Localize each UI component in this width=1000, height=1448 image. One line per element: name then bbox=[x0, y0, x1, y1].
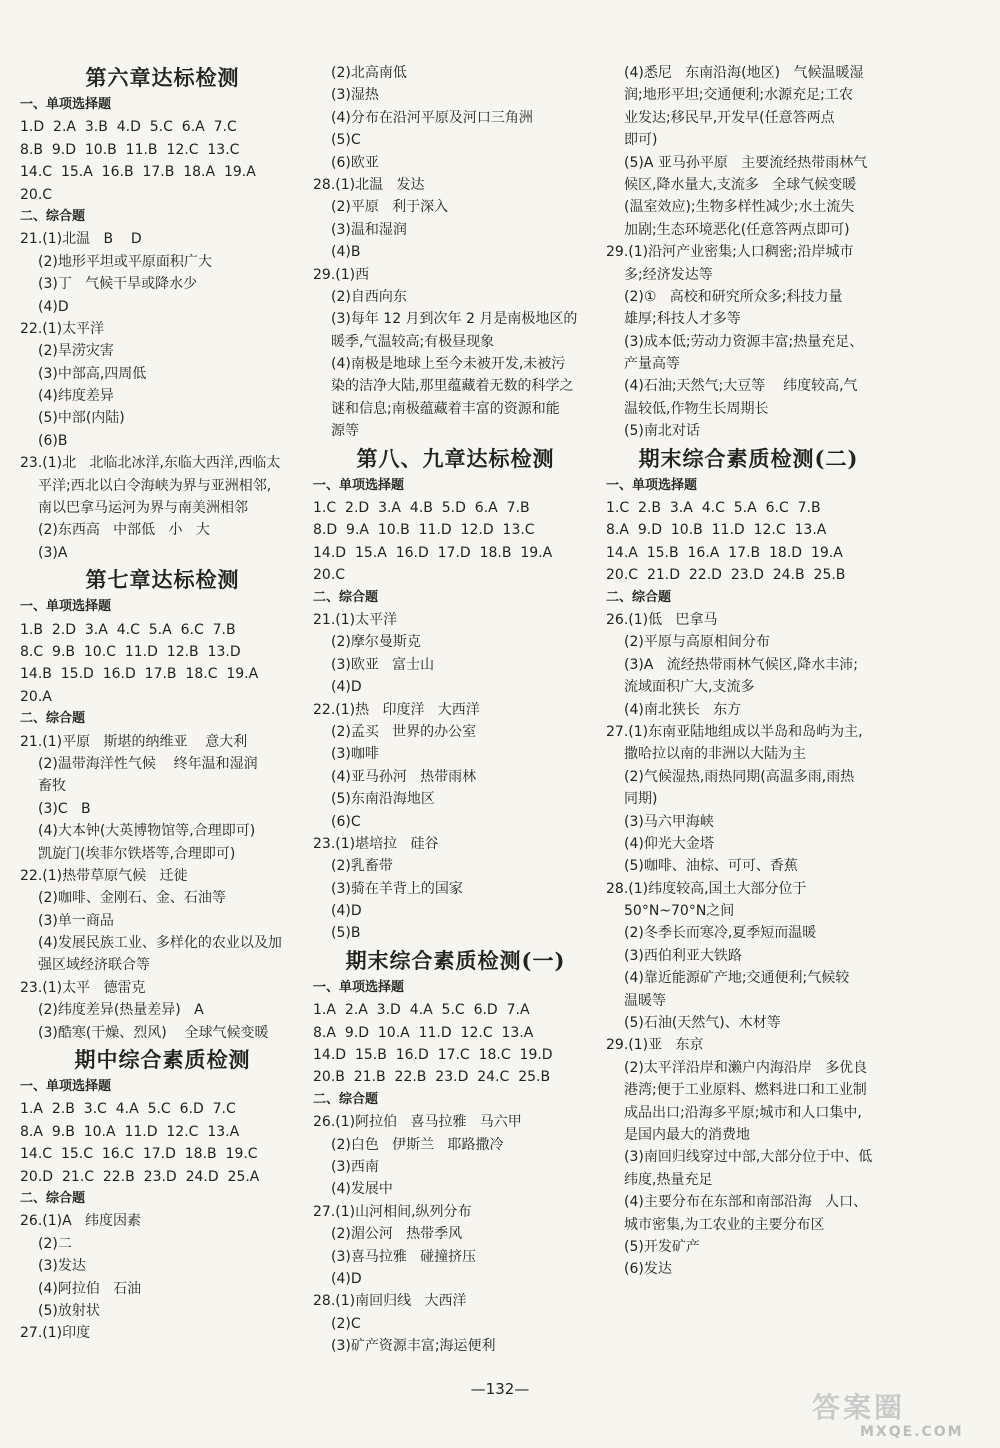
answer-line-indented: 城市密集,为工农业的主要分布区 bbox=[624, 1216, 825, 1233]
answer-line-indented: 产量高等 bbox=[624, 356, 680, 373]
answer-line: 23.(1)太平 德雷克 bbox=[20, 979, 146, 996]
answer-line-indented: 染的洁净大陆,那里蕴藏着无数的科学之 bbox=[331, 378, 574, 395]
answer-line: 27.(1)东南亚陆地组成以半岛和岛屿为主, bbox=[606, 723, 863, 740]
subsection-heading: 一、单项选择题 bbox=[606, 477, 698, 493]
subsection-heading: 二、综合题 bbox=[313, 589, 379, 605]
answer-line: 1.C 2.B 3.A 4.C 5.A 6.C 7.B bbox=[606, 500, 821, 517]
answer-line-indented: (2)乳畜带 bbox=[331, 858, 393, 875]
answer-line-indented: (3)喜马拉雅 碰撞挤压 bbox=[331, 1248, 477, 1265]
answer-line-indented: 润;地形平坦;交通便利;水源充足;工农 bbox=[624, 87, 853, 104]
answer-line-indented: (4)B bbox=[331, 244, 361, 261]
answer-line: 27.(1)山河相间,纵列分布 bbox=[313, 1203, 472, 1220]
answer-line-indented: 平洋;西北以白令海峡为界与亚洲相邻, bbox=[38, 477, 272, 494]
answer-line-indented: (2)太平洋沿岸和濑户内海沿岸 多优良 bbox=[624, 1059, 868, 1076]
subsection-heading: 二、综合题 bbox=[313, 1091, 379, 1107]
answer-line: 8.C 9.B 10.C 11.D 12.B 13.D bbox=[20, 643, 241, 660]
answer-line: 21.(1)平原 斯堪的纳维亚 意大利 bbox=[20, 733, 248, 750]
answer-line-indented: (3)温和湿润 bbox=[331, 221, 407, 238]
answer-line-indented: (2)摩尔曼斯克 bbox=[331, 634, 421, 651]
answer-line: 29.(1)西 bbox=[313, 266, 370, 283]
subsection-heading: 一、单项选择题 bbox=[20, 1079, 112, 1095]
answer-line-indented: (4)阿拉伯 石油 bbox=[38, 1280, 142, 1297]
answer-line-indented: (4)D bbox=[331, 903, 362, 920]
answer-line-indented: 候区,降水量大,支流多 全球气候变暖 bbox=[624, 176, 857, 193]
section-heading: 第七章达标检测 bbox=[85, 567, 240, 593]
answer-line: 22.(1)太平洋 bbox=[20, 320, 105, 337]
answer-line-indented: (5)A 亚马孙平原 主要流经热带雨林气 bbox=[624, 154, 868, 171]
column-right bbox=[606, 62, 891, 1281]
answer-line-indented: (2)白色 伊斯兰 耶路撒冷 bbox=[331, 1136, 504, 1153]
answer-line-indented: 同期) bbox=[624, 791, 658, 808]
answer-line-indented: (2)旱涝灾害 bbox=[38, 343, 114, 360]
answer-line-indented: (4)靠近能源矿产地;交通便利;气候较 bbox=[624, 970, 850, 987]
answer-line-indented: 温较低,作物生长周期长 bbox=[624, 400, 769, 417]
answer-line-indented: (2)地形平坦或平原面积广大 bbox=[38, 253, 212, 270]
answer-line-indented: (2)平原与高原相间分布 bbox=[624, 634, 770, 651]
answer-line-indented: (5)咖啡、油棕、可可、香蕉 bbox=[624, 858, 798, 875]
answer-line-indented: (6)B bbox=[38, 432, 68, 449]
answer-line-indented: (5)东南沿海地区 bbox=[331, 791, 435, 808]
answer-line-indented: (6)C bbox=[331, 813, 361, 830]
subsection-heading: 一、单项选择题 bbox=[313, 477, 405, 493]
answer-line-indented: (4)主要分布在东部和南部沿海 人口、 bbox=[624, 1194, 868, 1211]
answer-line-indented: (2)自西向东 bbox=[331, 288, 407, 305]
answer-line: 8.D 9.A 10.B 11.D 12.D 13.C bbox=[313, 522, 535, 539]
answer-line: 29.(1)沿河产业密集;人口稠密;沿岸城市 bbox=[606, 244, 854, 261]
answer-line-indented: (4)悉尼 东南沿海(地区) 气候温暖湿 bbox=[624, 65, 864, 81]
answer-line: 21.(1)太平洋 bbox=[313, 611, 398, 628]
column-left bbox=[20, 62, 305, 1345]
answer-line-indented: (3)骑在羊背上的国家 bbox=[331, 880, 463, 897]
answer-line-indented: 港湾;便于工业原料、燃料进口和工业制 bbox=[624, 1082, 867, 1099]
answer-line: 8.B 9.D 10.B 11.B 12.C 13.C bbox=[20, 141, 240, 158]
answer-line-indented: (5)B bbox=[331, 925, 361, 942]
answer-line: 26.(1)阿拉伯 喜马拉雅 马六甲 bbox=[313, 1114, 522, 1131]
answer-line-indented: (4)发展民族工业、多样化的农业以及加 bbox=[38, 935, 282, 952]
answer-line-indented: 畜牧 bbox=[38, 778, 66, 795]
answer-line: 26.(1)低 巴拿马 bbox=[606, 611, 718, 628]
answer-line-indented: (2)① 高校和研究所众多;科技力量 bbox=[624, 288, 843, 305]
answer-line-indented: 源等 bbox=[331, 423, 359, 440]
subsection-heading: 一、单项选择题 bbox=[20, 97, 112, 112]
answer-line-indented: 南以巴拿马运河为界与南美洲相邻 bbox=[38, 500, 248, 517]
answer-line: 1.B 2.D 3.A 4.C 5.A 6.C 7.B bbox=[20, 621, 236, 638]
answer-line: 29.(1)亚 东京 bbox=[606, 1037, 704, 1054]
section-heading: 期末综合素质检测(一) bbox=[345, 947, 566, 973]
answer-line-indented: (5)中部(内陆) bbox=[38, 410, 125, 427]
answer-line-indented: (2)气候湿热,雨热同期(高温多雨,雨热 bbox=[624, 768, 855, 785]
answer-line-indented: (3)矿产资源丰富;海运便利 bbox=[331, 1338, 496, 1355]
subsection-heading: 一、单项选择题 bbox=[313, 979, 405, 995]
answer-line-indented: (3)丁 气候干旱或降水少 bbox=[38, 276, 198, 293]
answer-line-indented: 流域面积广大,支流多 bbox=[624, 679, 755, 696]
subsection-heading: 二、综合题 bbox=[20, 1190, 86, 1206]
answer-line-indented: (3)发达 bbox=[38, 1258, 86, 1275]
answer-line-indented: (4)D bbox=[38, 298, 69, 315]
watermark-logo bbox=[812, 1392, 982, 1444]
answer-line: 27.(1)印度 bbox=[20, 1325, 91, 1342]
answer-line-indented: (2)温带海洋性气候 终年温和湿润 bbox=[38, 755, 258, 772]
answer-line-indented: (4)南极是地球上至今未被开发,未被污 bbox=[331, 356, 566, 373]
answer-line: 8.A 9.B 10.A 11.D 12.C 13.A bbox=[20, 1123, 240, 1140]
answer-line-indented: 业发达;移民早,开发早(任意答两点 bbox=[624, 109, 835, 126]
answer-line: 28.(1)纬度较高,国土大部分位于 bbox=[606, 880, 807, 897]
subsection-heading: 一、单项选择题 bbox=[20, 599, 112, 615]
answer-line-indented: (4)D bbox=[331, 679, 362, 696]
answer-line: 8.A 9.D 10.B 11.D 12.C 13.A bbox=[606, 522, 827, 539]
answer-line-indented: 成品出口;沿海多平原;城市和人口集中, bbox=[624, 1104, 862, 1121]
subsection-heading: 二、综合题 bbox=[606, 589, 672, 605]
answer-line-indented: 多;经济发达等 bbox=[624, 266, 713, 283]
answer-line-indented: (3)每年 12 月到次年 2 月是南极地区的 bbox=[331, 311, 578, 328]
answer-line-indented: (4)纬度差异 bbox=[38, 388, 114, 405]
answer-line-indented: (3)马六甲海峡 bbox=[624, 813, 714, 830]
answer-line-indented: (3)咖啡 bbox=[331, 746, 379, 763]
answer-line-indented: (3)成本低;劳动力资源丰富;热量充足、 bbox=[624, 333, 864, 350]
answer-line: 20.C 21.D 22.D 23.D 24.B 25.B bbox=[606, 567, 846, 584]
answer-line-indented: (2)孟买 世界的办公室 bbox=[331, 723, 477, 740]
answer-line-indented: (2)东西高 中部低 小 大 bbox=[38, 522, 210, 539]
answer-line: 14.B 15.D 16.D 17.B 18.C 19.A bbox=[20, 666, 259, 683]
answer-line-indented: 是国内最大的消费地 bbox=[624, 1126, 750, 1143]
answer-line: 28.(1)北温 发达 bbox=[313, 176, 425, 193]
answer-line-indented: 50°N~70°N之间 bbox=[624, 903, 735, 920]
answer-line-indented: 强区域经济联合等 bbox=[38, 957, 150, 974]
answer-line-indented: (4)大本钟(大英博物馆等,合理即可) bbox=[38, 823, 256, 840]
answer-line-indented: (2)冬季长而寒冷,夏季短而温暖 bbox=[624, 925, 817, 942]
section-heading: 第六章达标检测 bbox=[85, 65, 240, 90]
answer-line: 8.A 9.D 10.A 11.D 12.C 13.A bbox=[313, 1024, 534, 1041]
answer-line-indented: (3)酷寒(干燥、烈风) 全球气候变暖 bbox=[38, 1024, 269, 1041]
section-heading: 期末综合素质检测(二) bbox=[638, 445, 859, 471]
section-heading: 第八、九章达标检测 bbox=[356, 445, 555, 471]
answer-line-indented: (3)湿热 bbox=[331, 87, 379, 104]
answer-line-indented: (5)放射状 bbox=[38, 1302, 100, 1319]
page-number: —132— bbox=[470, 1380, 530, 1398]
answer-line-indented: (4)分布在沿河平原及河口三角洲 bbox=[331, 109, 533, 126]
answer-line-indented: (4)发展中 bbox=[331, 1181, 393, 1198]
answer-line-indented: (2)二 bbox=[38, 1235, 72, 1252]
answer-line-indented: (3)欧亚 富士山 bbox=[331, 656, 435, 673]
answer-line-indented: (4)仰光大金塔 bbox=[624, 835, 714, 852]
answer-line-indented: (2)纬度差异(热量差异) A bbox=[38, 1002, 204, 1019]
answer-line-indented: 即可) bbox=[624, 132, 658, 149]
answer-line-indented: (2)湄公河 热带季风 bbox=[331, 1226, 463, 1243]
answer-line: 20.C bbox=[20, 186, 53, 203]
answer-line: 1.A 2.B 3.C 4.A 5.C 6.D 7.C bbox=[20, 1101, 236, 1118]
answer-line: 14.D 15.A 16.D 17.D 18.B 19.A bbox=[313, 544, 553, 561]
answer-line-indented: (2)C bbox=[331, 1315, 361, 1332]
answer-line: 23.(1)北 北临北冰洋,东临大西洋,西临太 bbox=[20, 455, 281, 472]
answer-line-indented: (3)A bbox=[38, 544, 68, 561]
subsection-heading: 二、综合题 bbox=[20, 208, 86, 224]
answer-line: 14.A 15.B 16.A 17.B 18.D 19.A bbox=[606, 544, 843, 561]
answer-line-indented: (5)C bbox=[331, 132, 361, 149]
answer-line-indented: (4)石油;天然气;大豆等 纬度较高,气 bbox=[624, 378, 858, 395]
answer-line: 1.D 2.A 3.B 4.D 5.C 6.A 7.C bbox=[20, 119, 237, 136]
answer-line-indented: 撒哈拉以南的非洲以大陆为主 bbox=[624, 746, 806, 763]
answer-line-indented: 纬度,热量充足 bbox=[624, 1171, 713, 1188]
answer-line-indented: (3)西伯利亚大铁路 bbox=[624, 947, 742, 964]
answer-line-indented: 温暖等 bbox=[624, 992, 666, 1009]
answer-line-indented: (2)北高南低 bbox=[331, 65, 407, 81]
answer-line-indented: 加剧;生态环境恶化(任意答两点即可) bbox=[624, 221, 850, 238]
answer-line-indented: 雄厚;科技人才多等 bbox=[624, 311, 741, 328]
answer-line-indented: (5)石油(天然气)、木材等 bbox=[624, 1015, 781, 1032]
answer-line: 20.A bbox=[20, 688, 52, 705]
answer-line: 20.D 21.C 22.B 23.D 24.D 25.A bbox=[20, 1168, 260, 1185]
column-middle bbox=[313, 62, 598, 1357]
answer-line: 23.(1)堪培拉 硅谷 bbox=[313, 835, 439, 852]
answer-line-indented: (5)南北对话 bbox=[624, 423, 700, 440]
answer-line-indented: (2)平原 利于深入 bbox=[331, 199, 449, 216]
answer-line: 28.(1)南回归线 大西洋 bbox=[313, 1293, 467, 1310]
section-heading: 期中综合素质检测 bbox=[74, 1047, 251, 1073]
answer-line: 22.(1)热 印度洋 大西洋 bbox=[313, 701, 480, 718]
subsection-heading: 二、综合题 bbox=[20, 711, 86, 727]
answer-line-indented: (3)中部高,四周低 bbox=[38, 365, 147, 382]
answer-line: 14.D 15.B 16.D 17.C 18.C 19.D bbox=[313, 1047, 553, 1064]
answer-line-indented: (4)亚马孙河 热带雨林 bbox=[331, 768, 477, 785]
watermark-url: MXQE.COM bbox=[860, 1424, 964, 1440]
answer-line-indented: (温室效应);生物多样性减少;水土流失 bbox=[624, 199, 855, 216]
answer-line: 14.C 15.C 16.C 17.D 18.B 19.C bbox=[20, 1146, 258, 1163]
answer-line: 22.(1)热带草原气候 迁徙 bbox=[20, 867, 188, 884]
answer-line-indented: (3)西南 bbox=[331, 1158, 379, 1175]
answer-line: 1.C 2.D 3.A 4.B 5.D 6.A 7.B bbox=[313, 500, 530, 517]
answer-line-indented: 暖季,气温较高;有极昼现象 bbox=[331, 333, 495, 350]
answer-line-indented: (6)欧亚 bbox=[331, 154, 379, 171]
answer-line-indented: (2)咖啡、金刚石、金、石油等 bbox=[38, 890, 226, 907]
watermark-title: 答案圈 bbox=[812, 1391, 906, 1424]
answer-line: 21.(1)北温 B D bbox=[20, 231, 142, 248]
answer-line-indented: (6)发达 bbox=[624, 1261, 672, 1278]
answer-line-indented: (4)D bbox=[331, 1270, 362, 1287]
answer-line: 14.C 15.A 16.B 17.B 18.A 19.A bbox=[20, 164, 256, 181]
answer-line-indented: (3)南回归线穿过中部,大部分位于中、低 bbox=[624, 1149, 873, 1166]
answer-line: 1.A 2.A 3.D 4.A 5.C 6.D 7.A bbox=[313, 1002, 530, 1019]
answer-line: 20.B 21.B 22.B 23.D 24.C 25.B bbox=[313, 1069, 551, 1086]
answer-line-indented: (4)南北狭长 东方 bbox=[624, 701, 742, 718]
answer-line-indented: (3)A 流经热带雨林气候区,降水丰沛; bbox=[624, 656, 858, 673]
answer-line-indented: 凯旋门(埃菲尔铁塔等,合理即可) bbox=[38, 845, 236, 862]
answer-line-indented: (5)开发矿产 bbox=[624, 1238, 700, 1255]
answer-line-indented: (3)单一商品 bbox=[38, 912, 114, 929]
answer-line: 26.(1)A 纬度因素 bbox=[20, 1213, 142, 1230]
answer-line-indented: (3)C B bbox=[38, 800, 91, 817]
answer-line: 20.C bbox=[313, 567, 346, 584]
answer-line-indented: 谜和信息;南极蕴藏着丰富的资源和能 bbox=[331, 400, 560, 417]
